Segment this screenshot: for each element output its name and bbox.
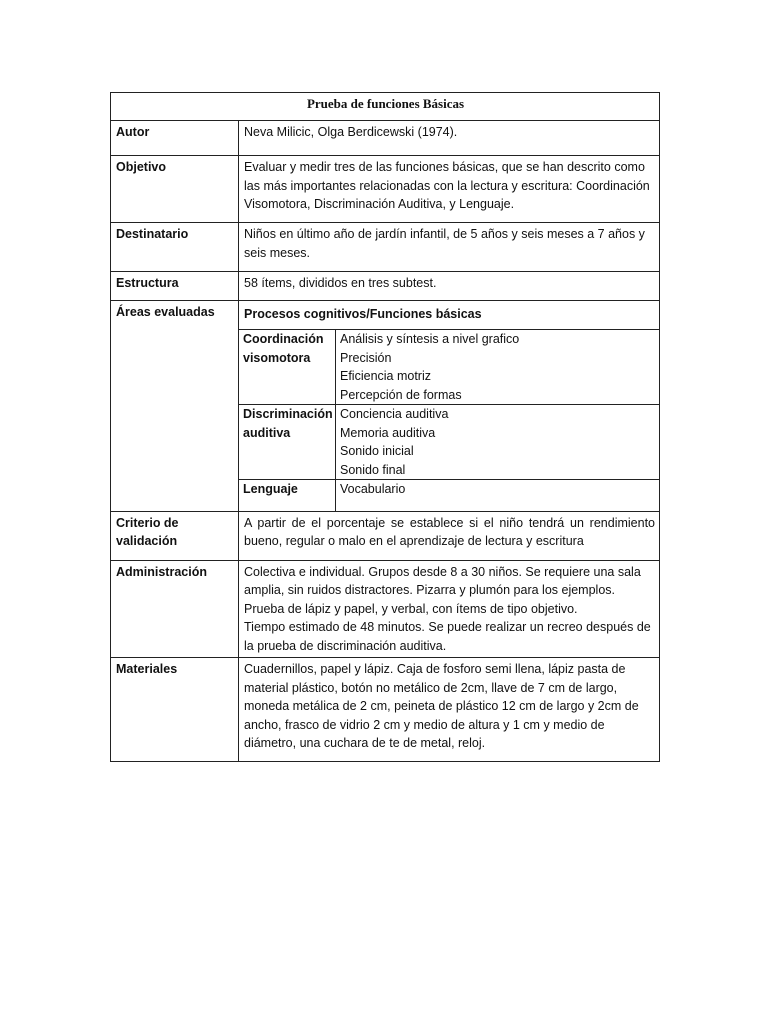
- row-areas: [111, 301, 660, 512]
- list-item: Precisión: [340, 350, 392, 365]
- area-group-items: [336, 480, 660, 511]
- value-objetivo: Evaluar y medir tres de las funciones básicas, que se han descrito como las más importantes relacionadas con la lectura y escritura: Coordinación Visomotora, Discriminación Auditiva, y Lenguaje.: [239, 156, 660, 223]
- area-group-name: Discriminación auditiva: [239, 405, 336, 480]
- areas-header: Procesos cognitivos/Funciones básicas: [239, 301, 659, 330]
- list-item: Eficiencia motriz: [340, 369, 431, 383]
- row-administracion: [111, 560, 660, 658]
- list-item: Vocabulario: [340, 482, 406, 496]
- area-group-visomotora: [239, 330, 659, 405]
- row-destinatario: [111, 223, 660, 272]
- list-item: Percepción de formas: [340, 387, 462, 402]
- value-destinatario: Niños en último año de jardín infantil, de 5 años y seis meses a 7 años y seis meses.: [239, 223, 660, 272]
- paragraph-line: Prueba de lápiz y papel, y verbal, con ítems de tipo objetivo.: [244, 601, 578, 616]
- value-estructura: 58 ítems, divididos en tres subtest.: [239, 272, 660, 301]
- paragraph-line: Tiempo estimado de 48 minutos. Se puede realizar un recreo después de la prueba de discriminación auditiva.: [244, 620, 651, 653]
- label-destinatario: Destinatario: [111, 223, 239, 272]
- row-materiales: [111, 658, 660, 762]
- label-administracion: Administración: [111, 560, 239, 658]
- table-title: Prueba de funciones Básicas: [111, 93, 660, 121]
- area-group-items: [336, 405, 660, 480]
- title-row: [111, 93, 660, 121]
- value-autor: Neva Milicic, Olga Berdicewski (1974).: [239, 121, 660, 156]
- list-item: Sonido final: [340, 462, 406, 477]
- info-table: [110, 92, 660, 762]
- paragraph-line: Colectiva e individual. Grupos desde 8 a 30 niños. Se requiere una sala amplia, sin ruidos distractores. Pizarra y plumón para los ejemplos.: [244, 564, 641, 597]
- area-group-auditiva: [239, 405, 659, 480]
- label-estructura: Estructura: [111, 272, 239, 301]
- area-group-name: Lenguaje: [239, 480, 336, 511]
- area-group-lenguaje: [239, 480, 659, 511]
- label-areas: Áreas evaluadas: [111, 301, 239, 512]
- label-materiales: Materiales: [111, 658, 239, 762]
- row-criterio: [111, 511, 660, 560]
- row-estructura: [111, 272, 660, 301]
- row-autor: [111, 121, 660, 156]
- list-item: Análisis y síntesis a nivel grafico: [340, 332, 520, 346]
- list-item: Conciencia auditiva: [340, 407, 449, 421]
- area-group-name: Coordinación visomotora: [239, 330, 336, 405]
- row-objetivo: [111, 156, 660, 223]
- label-autor: Autor: [111, 121, 239, 156]
- label-objetivo: Objetivo: [111, 156, 239, 223]
- area-group-items: [336, 330, 660, 405]
- label-criterio: Criterio de validación: [111, 511, 239, 560]
- value-administracion: [239, 560, 660, 658]
- value-materiales: Cuadernillos, papel y lápiz. Caja de fosforo semi llena, lápiz pasta de material plástico, botón no metálico de 2cm, llave de 7 cm de largo, moneda metálica de 2 cm, peineta de plástico 12 cm de largo y 2cm de ancho, frasco de vidrio 2 cm y medio de altura y 1 cm y medio de diámetro, una cuchara de te de metal, reloj.: [239, 658, 660, 762]
- areas-subtable: [239, 330, 659, 511]
- list-item: Memoria auditiva: [340, 425, 436, 440]
- list-item: Sonido inicial: [340, 444, 414, 458]
- areas-cell: [239, 301, 660, 512]
- value-criterio: A partir de el porcentaje se establece si el niño tendrá un rendimiento bueno, regular o malo en el aprendizaje de lectura y escritura: [239, 511, 660, 560]
